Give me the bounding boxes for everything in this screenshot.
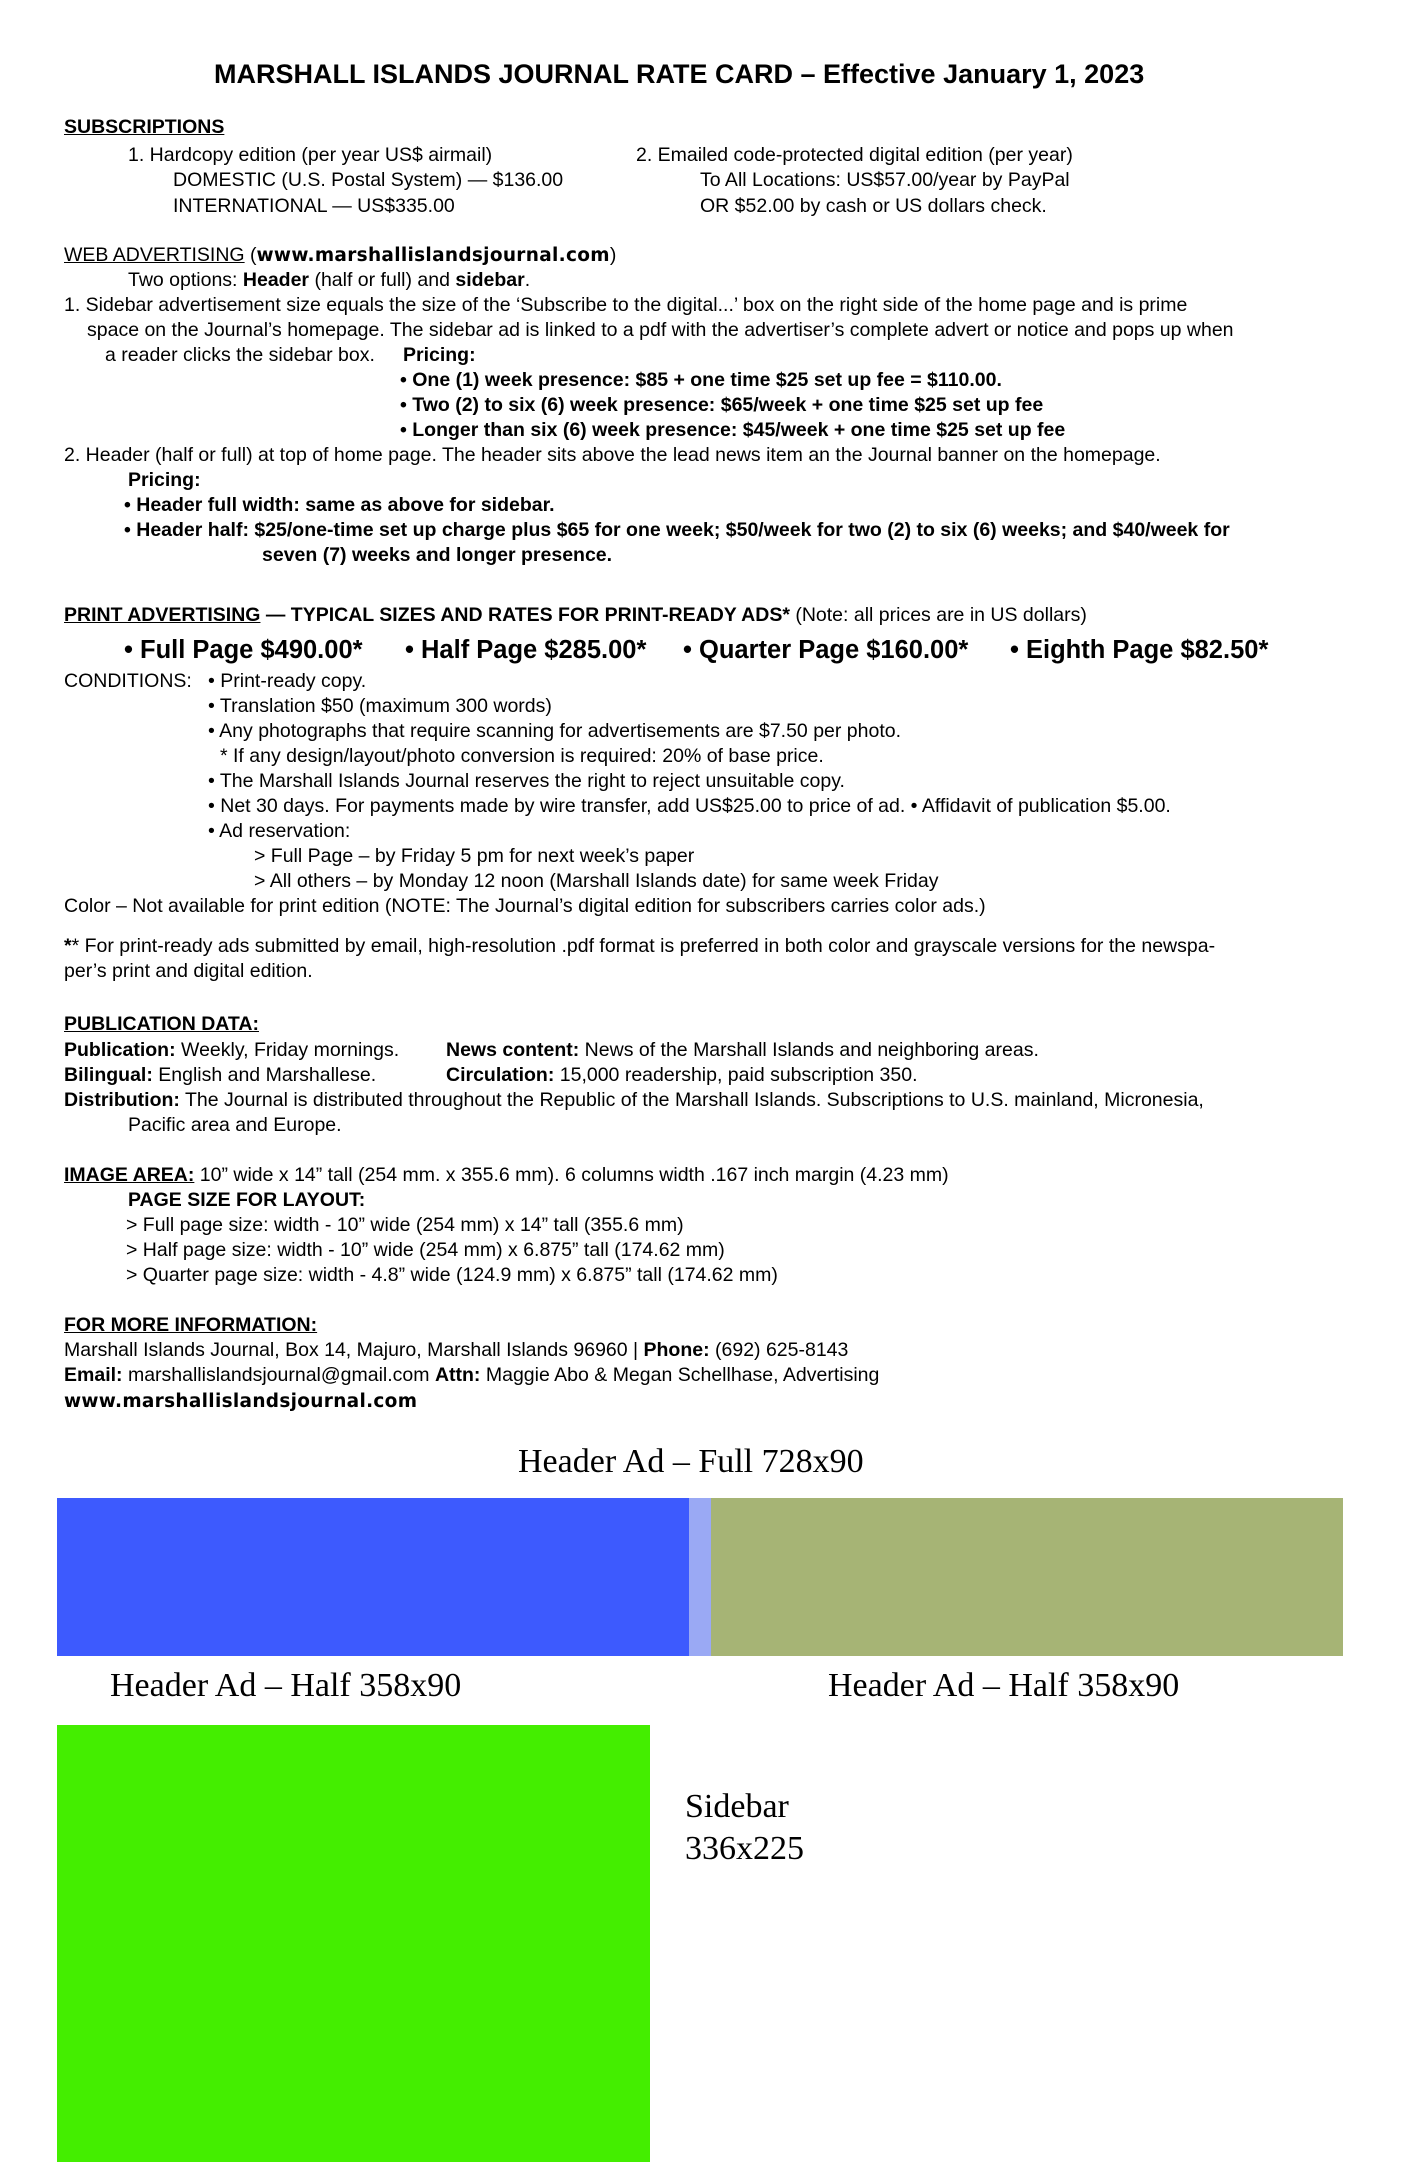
subscription-international: INTERNATIONAL — US$335.00 bbox=[173, 195, 455, 217]
print-subheading: — TYPICAL SIZES AND RATES FOR PRINT-READY ADS* bbox=[260, 604, 790, 626]
condition-print-ready: • Print-ready copy. bbox=[208, 670, 367, 692]
condition-photographs: • Any photographs that require scanning for advertisements are $7.50 per photo. bbox=[208, 720, 902, 742]
sidebar-pricing-label: Pricing: bbox=[403, 344, 476, 366]
quarter-page-size: > Quarter page size: width - 4.8” wide (124.9 mm) x 6.875” tall (174.62 mm) bbox=[126, 1264, 778, 1286]
distribution-continued: Pacific area and Europe. bbox=[128, 1114, 342, 1136]
paren-open: ( bbox=[244, 244, 257, 266]
footnote-asterisk: * bbox=[64, 935, 72, 957]
condition-others-deadline: > All others – by Monday 12 noon (Marshall Islands date) for same week Friday bbox=[254, 870, 939, 892]
sidebar-description-3: a reader clicks the sidebar box. bbox=[105, 344, 375, 366]
condition-translation: • Translation $50 (maximum 300 words) bbox=[208, 695, 552, 717]
sidebar-description-1: 1. Sidebar advertisement size equals the size of the ‘Subscribe to the digital...’ box on the right side of the home page and is prime bbox=[64, 294, 1188, 316]
subscription-digital-cash: OR $52.00 by cash or US dollars check. bbox=[700, 195, 1047, 217]
header-half-price-2: seven (7) weeks and longer presence. bbox=[262, 544, 613, 566]
attn-label: Attn: bbox=[434, 1364, 481, 1386]
sidebar-ad-box bbox=[57, 1725, 650, 2162]
options-sidebar: sidebar bbox=[455, 269, 525, 291]
header-ad-full-label: Header Ad – Full 728x90 bbox=[518, 1443, 864, 1480]
subscription-digital: 2. Emailed code-protected digital edition (per year) bbox=[636, 144, 1073, 166]
header-full-price: • Header full width: same as above for sidebar. bbox=[124, 494, 555, 516]
half-page-size: > Half page size: width - 10” wide (254 mm) x 6.875” tall (174.62 mm) bbox=[126, 1239, 725, 1261]
sidebar-price-1: • One (1) week presence: $85 + one time $25 set up fee = $110.00. bbox=[400, 369, 1002, 391]
bilingual-label: Bilingual: bbox=[64, 1064, 153, 1086]
page-title: MARSHALL ISLANDS JOURNAL RATE CARD – Effective January 1, 2023 bbox=[214, 59, 1145, 89]
paren-close: ) bbox=[609, 244, 617, 266]
footnote-text: * For print-ready ads submitted by email, high-resolution .pdf format is preferred in both color and grayscale versions for the newspa- bbox=[71, 935, 1216, 957]
options-end: . bbox=[524, 269, 531, 291]
full-page-size: > Full page size: width - 10” wide (254 mm) x 14” tall (355.6 mm) bbox=[126, 1214, 684, 1236]
header-ad-half-right-box bbox=[711, 1498, 1343, 1656]
subscription-hardcopy: 1. Hardcopy edition (per year US$ airmail) bbox=[128, 144, 493, 166]
bilingual-value: English and Marshallese. bbox=[152, 1064, 377, 1086]
bilingual bbox=[64, 1063, 376, 1088]
condition-design: * If any design/layout/photo conversion is required: 20% of base price. bbox=[220, 745, 824, 767]
contact-url[interactable]: www.marshallislandsjournal.com bbox=[64, 1391, 418, 1412]
page-size-label: PAGE SIZE FOR LAYOUT: bbox=[128, 1189, 366, 1211]
email-label: Email: bbox=[64, 1364, 123, 1386]
news-content bbox=[446, 1038, 1039, 1063]
options-mid: (half or full) and bbox=[309, 269, 456, 291]
circulation bbox=[446, 1063, 918, 1088]
sidebar-price-3: • Longer than six (6) week presence: $45/week + one time $25 set up fee bbox=[400, 419, 1066, 441]
contact-address bbox=[64, 1338, 848, 1363]
image-area-heading: IMAGE AREA: bbox=[64, 1164, 195, 1186]
publication-frequency bbox=[64, 1038, 399, 1063]
subscriptions-heading: SUBSCRIPTIONS bbox=[64, 116, 225, 138]
sidebar-ad-size: 336x225 bbox=[685, 1830, 804, 1867]
header-pricing-label: Pricing: bbox=[128, 469, 201, 491]
rate-eighth-page: • Eighth Page $82.50* bbox=[1010, 636, 1269, 664]
header-ad-half-right-label: Header Ad – Half 358x90 bbox=[828, 1667, 1180, 1704]
publication-label: Publication: bbox=[64, 1039, 176, 1061]
options-pre: Two options: bbox=[128, 269, 243, 291]
header-half-price-1: • Header half: $25/one-time set up charge plus $65 for one week; $50/week for two (2) to six (6) weeks; and $40/week for bbox=[124, 519, 1230, 541]
phone-label: Phone: bbox=[643, 1339, 710, 1361]
subscription-domestic: DOMESTIC (U.S. Postal System) — $136.00 bbox=[173, 169, 564, 191]
rate-half-page: • Half Page $285.00* bbox=[405, 636, 647, 664]
contact-email bbox=[64, 1363, 879, 1388]
sidebar-price-2: • Two (2) to six (6) week presence: $65/week + one time $25 set up fee bbox=[400, 394, 1044, 416]
web-advertising-heading-line bbox=[64, 243, 616, 268]
condition-reject: • The Marshall Islands Journal reserves the right to reject unsuitable copy. bbox=[208, 770, 845, 792]
image-area-line bbox=[64, 1163, 949, 1188]
circulation-value: 15,000 readership, paid subscription 350. bbox=[554, 1064, 918, 1086]
print-advertising-heading-line bbox=[64, 603, 1087, 628]
more-info-heading: FOR MORE INFORMATION: bbox=[64, 1314, 318, 1336]
print-footnote-1 bbox=[64, 934, 1215, 959]
header-ad-divider bbox=[689, 1498, 711, 1656]
web-url[interactable]: www.marshallislandsjournal.com bbox=[256, 245, 610, 266]
image-area-value: 10” wide x 14” tall (254 mm. x 355.6 mm). 6 columns width .167 inch margin (4.23 mm) bbox=[194, 1164, 949, 1186]
sidebar-ad-label: Sidebar bbox=[685, 1788, 789, 1825]
distribution-value: The Journal is distributed throughout the Republic of the Marshall Islands. Subscriptions to U.S. mainland, Micronesia, bbox=[179, 1089, 1204, 1111]
print-advertising-heading: PRINT ADVERTISING bbox=[64, 604, 261, 626]
publication-value: Weekly, Friday mornings. bbox=[175, 1039, 400, 1061]
conditions-label: CONDITIONS: bbox=[64, 670, 192, 692]
condition-net-30: • Net 30 days. For payments made by wire transfer, add US$25.00 to price of ad. • Affidavit of publication $5.00. bbox=[208, 795, 1171, 817]
subscription-digital-paypal: To All Locations: US$57.00/year by PayPal bbox=[700, 169, 1070, 191]
condition-full-page-deadline: > Full Page – by Friday 5 pm for next week’s paper bbox=[254, 845, 695, 867]
email-value[interactable]: marshallislandsjournal@gmail.com bbox=[122, 1364, 435, 1386]
print-note: (Note: all prices are in US dollars) bbox=[789, 604, 1087, 626]
distribution bbox=[64, 1088, 1204, 1113]
header-ad-half-left-label: Header Ad – Half 358x90 bbox=[110, 1667, 462, 1704]
web-advertising-heading: WEB ADVERTISING bbox=[64, 244, 245, 266]
news-value: News of the Marshall Islands and neighboring areas. bbox=[579, 1039, 1039, 1061]
options-header: Header bbox=[242, 269, 310, 291]
rate-full-page: • Full Page $490.00* bbox=[124, 636, 363, 664]
header-description: 2. Header (half or full) at top of home page. The header sits above the lead news item an the Journal banner on the homepage. bbox=[64, 444, 1161, 466]
rate-quarter-page: • Quarter Page $160.00* bbox=[683, 636, 969, 664]
color-note: Color – Not available for print edition (NOTE: The Journal’s digital edition for subscribers carries color ads.) bbox=[64, 895, 986, 917]
address: Marshall Islands Journal, Box 14, Majuro, Marshall Islands 96960 | bbox=[64, 1339, 644, 1361]
print-footnote-2: per’s print and digital edition. bbox=[64, 960, 313, 982]
news-label: News content: bbox=[446, 1039, 580, 1061]
distribution-label: Distribution: bbox=[64, 1089, 180, 1111]
attn-value: Maggie Abo & Megan Schellhase, Advertising bbox=[480, 1364, 880, 1386]
phone-value: (692) 625-8143 bbox=[709, 1339, 849, 1361]
publication-heading: PUBLICATION DATA: bbox=[64, 1013, 259, 1035]
circulation-label: Circulation: bbox=[446, 1064, 555, 1086]
header-ad-half-left-box bbox=[57, 1498, 689, 1656]
sidebar-description-2: space on the Journal’s homepage. The sidebar ad is linked to a pdf with the advertiser’s complete advert or notice and pops up when bbox=[87, 319, 1234, 341]
web-options bbox=[128, 268, 530, 293]
condition-reservation: • Ad reservation: bbox=[208, 820, 351, 842]
